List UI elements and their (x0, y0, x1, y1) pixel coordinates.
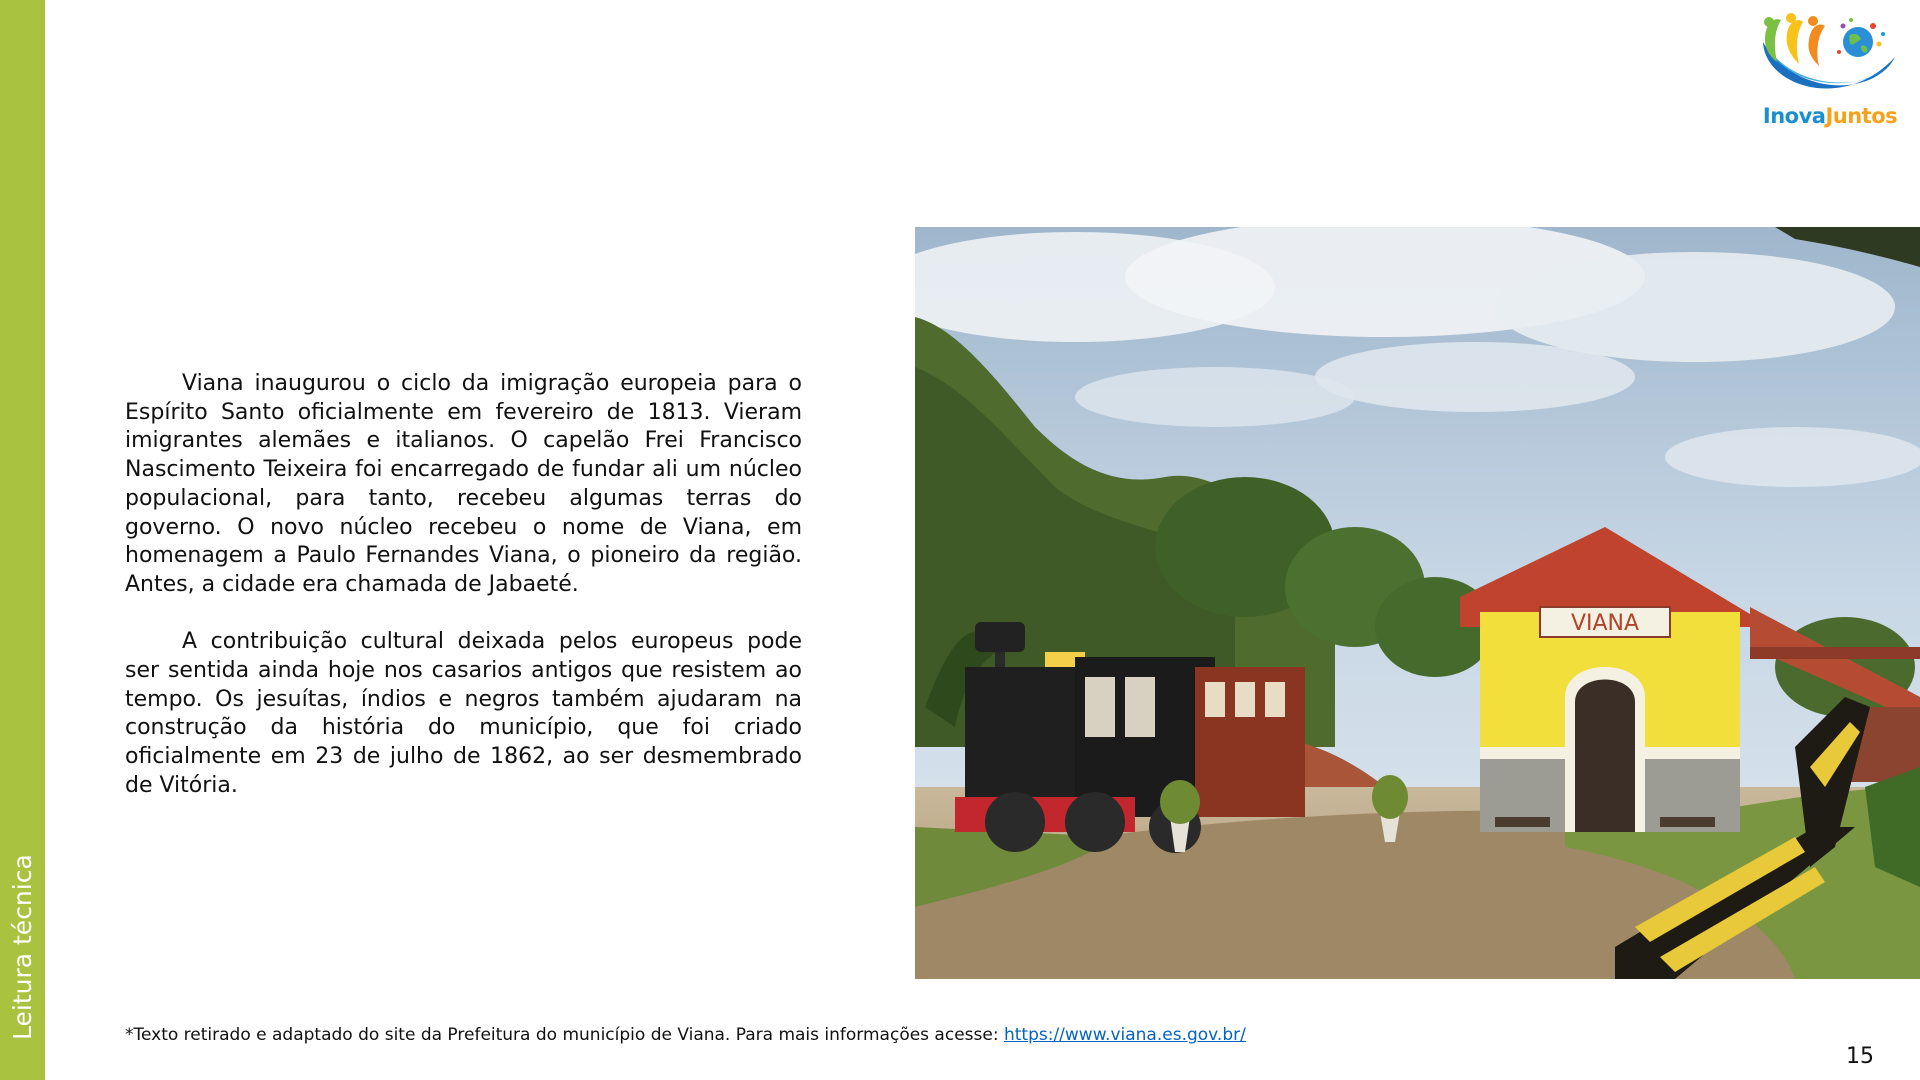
logo-text-juntos: Juntos (1825, 104, 1898, 128)
station-illustration (915, 227, 1920, 979)
logo-mark-icon (1755, 12, 1905, 107)
page-number: 15 (1846, 1044, 1874, 1069)
footnote (125, 1025, 1246, 1045)
main-text (125, 370, 802, 829)
paragraph-2: A contribuição cultural deixada pelos europeus pode ser sentida ainda hoje nos casarios antigos que resistem ao tempo. Os jesuítas, índios e negros também ajudaram na construção da história do município, que foi criado oficialmente em 23 de julho de 1862, ao ser desmembrado de Vitória. (125, 629, 802, 798)
paragraph-1: Viana inaugurou o ciclo da imigração europeia para o Espírito Santo oficialmente em fevereiro de 1813. Vieram imigrantes alemães e italianos. O capelão Frei Francisco Nascimento Teixeira foi encarregado de fundar ali um núcleo populacional, para tanto, recebeu algumas terras do governo. O novo núcleo recebeu o nome de Viana, em homenagem a Paulo Fernandes Viana, o pioneiro da região. Antes, a cidade era chamada de Jabaeté. (125, 371, 802, 597)
footnote-text: *Texto retirado e adaptado do site da Prefeitura do município de Viana. Para mais informações acesse: (125, 1025, 1004, 1045)
sidebar-label: Leitura técnica (8, 854, 37, 1040)
footnote-link[interactable]: https://www.viana.es.gov.br/ (1003, 1025, 1246, 1045)
logo-wordmark (1755, 104, 1905, 128)
viana-station-photo (915, 227, 1920, 979)
station-sign-text: VIANA (1570, 611, 1640, 636)
logo-text-inova: Inova (1762, 104, 1826, 128)
inovajuntos-logo (1755, 12, 1905, 137)
